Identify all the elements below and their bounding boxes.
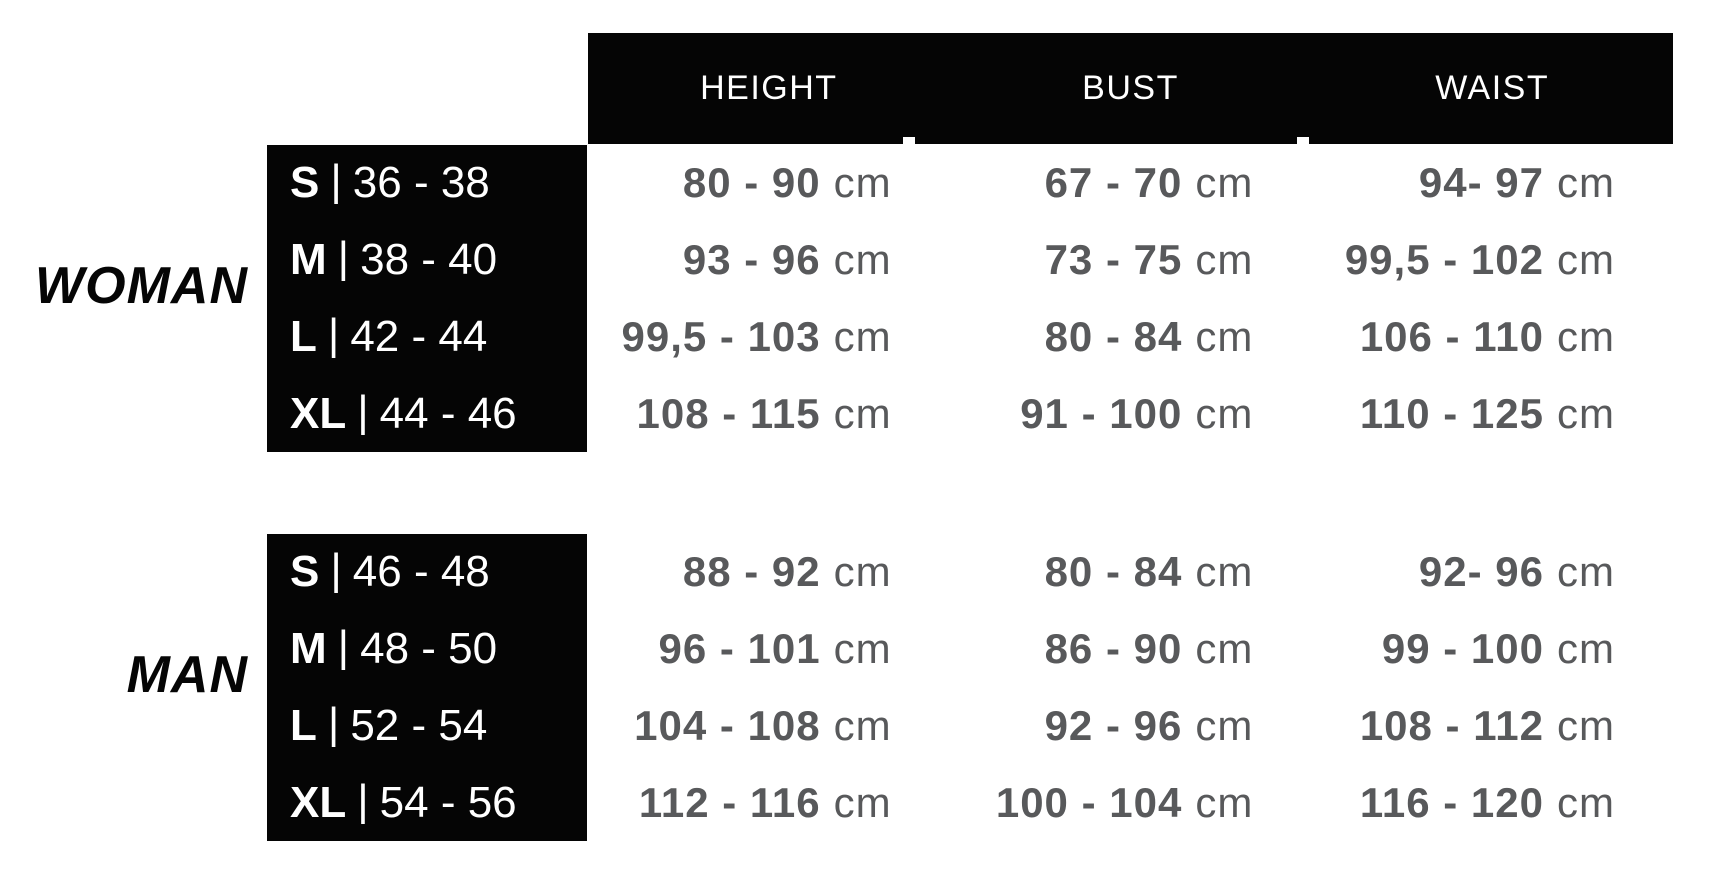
value-number: 116 - 120 [1359, 778, 1544, 826]
value-man-xl-bust [950, 764, 1312, 841]
size-column-woman [267, 145, 587, 452]
size-letter: S [290, 547, 320, 597]
value-unit: cm [833, 548, 892, 596]
size-letter: XL [290, 777, 347, 827]
value-unit: cm [1195, 312, 1254, 360]
value-man-m-waist [1311, 611, 1673, 688]
measurements-man [588, 534, 1673, 841]
value-number: 94- 97 [1418, 159, 1544, 207]
value-unit: cm [833, 159, 892, 207]
value-number: 86 - 90 [1044, 625, 1183, 673]
value-number: 108 - 115 [636, 389, 821, 437]
size-cell-woman-l [267, 299, 587, 376]
value-unit: cm [1195, 236, 1254, 284]
value-man-m-height [588, 611, 950, 688]
value-man-l-waist [1311, 688, 1673, 765]
section-label-woman: WOMAN [35, 256, 248, 315]
value-unit: cm [833, 236, 892, 284]
value-number: 112 - 116 [638, 778, 821, 826]
value-number: 91 - 100 [1020, 389, 1183, 437]
value-number: 92- 96 [1418, 548, 1544, 596]
value-man-l-height [588, 688, 950, 765]
header-divider-notch [1297, 137, 1309, 144]
value-man-xl-waist [1311, 764, 1673, 841]
value-woman-xl-bust [950, 375, 1312, 452]
value-unit: cm [833, 778, 892, 826]
value-woman-m-bust [950, 222, 1312, 299]
value-unit: cm [1195, 389, 1254, 437]
value-number: 88 - 92 [682, 548, 821, 596]
size-cell-man-l [267, 688, 587, 765]
size-letter: M [290, 235, 327, 285]
size-range: 54 - 56 [379, 777, 517, 827]
value-man-m-bust [950, 611, 1312, 688]
value-unit: cm [1556, 312, 1615, 360]
size-cell-woman-s [267, 145, 587, 222]
size-range: 52 - 54 [350, 700, 488, 750]
value-woman-l-height [588, 299, 950, 376]
value-number: 104 - 108 [634, 701, 821, 749]
value-man-s-bust [950, 534, 1312, 611]
value-woman-l-waist [1311, 299, 1673, 376]
size-range: 46 - 48 [352, 547, 490, 597]
size-separator: | [327, 698, 340, 748]
value-man-l-bust [950, 688, 1312, 765]
value-number: 80 - 84 [1044, 312, 1183, 360]
size-column-man [267, 534, 587, 841]
measurements-woman [588, 145, 1673, 452]
value-number: 80 - 84 [1044, 548, 1183, 596]
section-label-man: MAN [126, 645, 248, 704]
value-number: 80 - 90 [682, 159, 821, 207]
value-man-s-waist [1311, 534, 1673, 611]
value-number: 106 - 110 [1359, 312, 1544, 360]
value-number: 96 - 101 [658, 625, 821, 673]
value-unit: cm [1556, 236, 1615, 284]
value-woman-s-height [588, 145, 950, 222]
size-range: 38 - 40 [360, 235, 498, 285]
value-unit: cm [1556, 778, 1615, 826]
size-separator: | [357, 775, 369, 825]
size-cell-woman-m [267, 222, 587, 299]
size-separator: | [330, 545, 342, 595]
value-unit: cm [1195, 625, 1254, 673]
size-cell-woman-xl [267, 375, 587, 452]
value-number: 110 - 125 [1359, 389, 1544, 437]
value-man-xl-height [588, 764, 950, 841]
value-unit: cm [1195, 778, 1254, 826]
size-cell-man-s [267, 534, 587, 611]
value-woman-s-bust [950, 145, 1312, 222]
value-woman-l-bust [950, 299, 1312, 376]
size-range: 44 - 46 [379, 388, 517, 438]
column-header-bust: BUST [1082, 69, 1179, 107]
size-letter: L [290, 311, 317, 361]
value-number: 92 - 96 [1044, 701, 1183, 749]
value-unit: cm [833, 625, 892, 673]
size-letter: XL [290, 388, 347, 438]
size-letter: L [290, 700, 317, 750]
size-cell-man-xl [267, 764, 587, 841]
size-range: 48 - 50 [360, 624, 498, 674]
size-range: 42 - 44 [350, 311, 488, 361]
size-range: 36 - 38 [352, 158, 490, 208]
size-cell-man-m [267, 611, 587, 688]
value-unit: cm [833, 701, 892, 749]
value-woman-xl-waist [1311, 375, 1673, 452]
value-unit: cm [833, 312, 892, 360]
value-unit: cm [1195, 159, 1254, 207]
value-unit: cm [1556, 548, 1615, 596]
value-number: 100 - 104 [995, 778, 1183, 826]
value-unit: cm [1556, 159, 1615, 207]
value-number: 108 - 112 [1359, 701, 1544, 749]
value-man-s-height [588, 534, 950, 611]
size-separator: | [357, 386, 369, 436]
value-unit: cm [1556, 389, 1615, 437]
size-letter: M [290, 624, 327, 674]
value-number: 93 - 96 [682, 236, 821, 284]
table-header [588, 33, 1673, 144]
value-unit: cm [833, 389, 892, 437]
size-separator: | [337, 233, 350, 283]
column-header-waist: WAIST [1435, 69, 1550, 107]
value-number: 99,5 - 102 [1344, 236, 1544, 284]
size-letter: S [290, 158, 320, 208]
size-separator: | [330, 156, 342, 206]
value-number: 67 - 70 [1044, 159, 1183, 207]
value-woman-m-height [588, 222, 950, 299]
value-number: 73 - 75 [1044, 236, 1183, 284]
size-separator: | [337, 622, 350, 672]
value-unit: cm [1556, 701, 1615, 749]
value-unit: cm [1195, 548, 1254, 596]
header-divider-notch [903, 137, 915, 144]
value-unit: cm [1556, 625, 1615, 673]
value-woman-s-waist [1311, 145, 1673, 222]
value-number: 99,5 - 103 [621, 312, 821, 360]
value-woman-xl-height [588, 375, 950, 452]
value-unit: cm [1195, 701, 1254, 749]
size-separator: | [327, 309, 340, 359]
value-woman-m-waist [1311, 222, 1673, 299]
value-number: 99 - 100 [1381, 625, 1544, 673]
column-header-height: HEIGHT [700, 69, 838, 107]
